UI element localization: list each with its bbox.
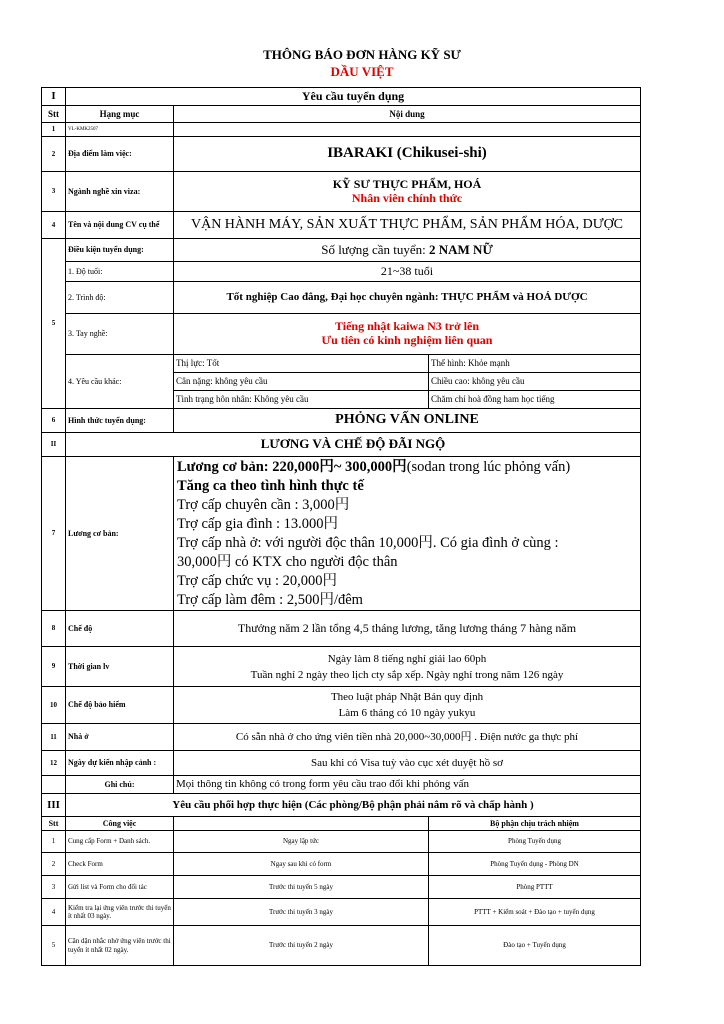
salary-line: Trợ cấp chức vụ : 20,000円: [177, 572, 337, 589]
row-label: Chế độ bảo hiểm: [66, 687, 174, 724]
column-header-row: [42, 106, 641, 123]
salary-line: Trợ cấp nhà ở: với người độc thân 10,000円. Có gia đình ở cùng :: [177, 534, 559, 551]
order-table: [41, 87, 641, 966]
row-stt: 7: [42, 457, 66, 611]
task-dept: PTTT + Kiểm soát + Đào tạo + tuyển dụng: [429, 899, 641, 926]
salary-line: Trợ cấp làm đêm : 2,500円/đêm: [177, 591, 363, 608]
table-row: [42, 355, 641, 373]
row-label: 1. Độ tuổi:: [66, 262, 174, 282]
table-row: [42, 262, 641, 282]
task-name: Check Form: [66, 853, 174, 876]
row-label: Hình thức tuyển dụng:: [66, 409, 174, 433]
task-time: Trước thi tuyển 5 ngày: [174, 876, 429, 899]
salary-line: Trợ cấp gia đình : 13.000円: [177, 515, 338, 532]
task-row: [42, 853, 641, 876]
table-row: [42, 776, 641, 794]
task-stt: 2: [42, 853, 66, 876]
section-number: III: [42, 794, 66, 817]
row-stt: 9: [42, 647, 66, 687]
other-requirement: Chiều cao: không yêu cầu: [429, 373, 641, 391]
entry-date-value: Sau khi có Visa tuỳ vào cục xét duyệt hồ sơ: [174, 751, 641, 776]
col-dept: Bộ phận chịu trách nhiệm: [429, 817, 641, 831]
task-dept: Đào tạo + Tuyển dụng: [429, 926, 641, 966]
salary-base: [177, 458, 638, 477]
document-subtitle: DẦU VIỆT: [330, 64, 394, 79]
document-title: THÔNG BÁO ĐƠN HÀNG KỸ SƯ: [263, 47, 461, 62]
row-stt: 12: [42, 751, 66, 776]
other-requirement: Tình trạng hôn nhân: Không yêu cầu: [174, 391, 429, 409]
task-stt: 4: [42, 899, 66, 926]
row-label: Ngành nghề xin viza:: [66, 172, 174, 212]
employment-type: Nhân viên chính thức: [351, 190, 463, 205]
task-time: Trước thi tuyển 2 ngày: [174, 926, 429, 966]
other-requirement: Thị lực: Tốt: [174, 355, 429, 373]
task-row: [42, 926, 641, 966]
working-time: [174, 647, 641, 687]
salary-base-amount: Lương cơ bản: 220,000円~ 300,000円: [177, 458, 407, 475]
recruit-count: [174, 239, 641, 262]
row-label: Tên và nội dung CV cụ thể: [66, 212, 174, 239]
note-label: Ghi chú:: [66, 776, 174, 794]
task-row: [42, 899, 641, 926]
skill-line: Ưu tiên có kinh nghiệm liên quan: [321, 333, 493, 347]
task-name: Gửi list và Form cho đối tác: [66, 876, 174, 899]
task-time: Ngay sau khi có form: [174, 853, 429, 876]
section-title: Yêu cầu phối hợp thực hiện (Các phòng/Bộ phận phải nắm rõ và chấp hành ): [66, 794, 641, 817]
row-label: Chế độ: [66, 611, 174, 647]
row-label: Nhà ở: [66, 724, 174, 751]
task-dept: Phòng Tuyển dụng - Phòng DN: [429, 853, 641, 876]
row-label: 4. Yêu cầu khác:: [66, 355, 174, 409]
visa-field-line: KỸ SƯ THỰC PHẨM, HOÁ: [332, 176, 482, 191]
row-label: 3. Tay nghề:: [66, 314, 174, 355]
job-description: VẬN HÀNH MÁY, SẢN XUẤT THỰC PHẨM, SẢN PHẨM HÓA, DƯỢC: [174, 212, 641, 239]
task-stt: 1: [42, 831, 66, 853]
benefits-value: Thưởng năm 2 lần tổng 4,5 tháng lương, tăng lương tháng 7 hàng năm: [174, 611, 641, 647]
empty-cell: [174, 817, 429, 831]
working-time-line: Tuần nghỉ 2 ngày theo lịch cty sắp xếp. Ngày nghỉ trong năm 126 ngày: [250, 668, 564, 681]
table-row: [42, 212, 641, 239]
recruitment-form: PHỎNG VẤN ONLINE: [174, 409, 641, 433]
task-dept: Phòng PTTT: [429, 876, 641, 899]
section-number: II: [42, 433, 66, 457]
task-name: Căn dặn nhắc nhở ứng viên trước thi tuyển ít nhất 02 ngày.: [66, 926, 174, 966]
table-row: [42, 282, 641, 314]
table-row: [42, 751, 641, 776]
empty-cell: [174, 123, 641, 137]
column-header-row: [42, 817, 641, 831]
table-row: [42, 647, 641, 687]
section-3-header: [42, 794, 641, 817]
section-number: I: [42, 88, 66, 106]
other-requirement: Cân nặng: không yêu cầu: [174, 373, 429, 391]
table-row: [42, 457, 641, 611]
empty-cell: [42, 776, 66, 794]
row-stt: 6: [42, 409, 66, 433]
table-row: [42, 409, 641, 433]
table-row: [42, 123, 641, 137]
table-row: [42, 137, 641, 172]
section-2-header: [42, 433, 641, 457]
workplace-value: IBARAKI (Chikusei-shi): [174, 137, 641, 172]
col-stt: Stt: [42, 817, 66, 831]
col-content: Nội dung: [174, 106, 641, 123]
task-time: Trước thi tuyển 3 ngày: [174, 899, 429, 926]
row-label: Ngày dự kiến nhập cảnh :: [66, 751, 174, 776]
task-stt: 5: [42, 926, 66, 966]
section-title: LƯƠNG VÀ CHẾ ĐỘ ĐÃI NGỘ: [66, 433, 641, 457]
row-stt: 4: [42, 212, 66, 239]
recruit-count-value: 2 NAM NỮ: [429, 241, 493, 257]
housing-value: Có sẵn nhà ở cho ứng viên tiền nhà 20,000~30,000円 . Điện nước ga thực phí: [174, 724, 641, 751]
table-row: [42, 724, 641, 751]
table-row: [42, 314, 641, 355]
row-stt: 1: [42, 123, 66, 137]
row-stt: 2: [42, 137, 66, 172]
skill-value: [174, 314, 641, 355]
col-stt: Stt: [42, 106, 66, 123]
salary-line: Trợ cấp chuyên cần : 3,000円: [177, 496, 350, 513]
salary-details: [174, 457, 641, 611]
row-label: Thời gian lv: [66, 647, 174, 687]
task-dept: Phòng Tuyển dụng: [429, 831, 641, 853]
task-stt: 3: [42, 876, 66, 899]
working-time-line: Ngày làm 8 tiếng nghỉ giải lao 60ph: [327, 652, 487, 665]
row-label: 2. Trình độ:: [66, 282, 174, 314]
task-name: Kiểm tra lại ứng viên trước thi tuyển ít nhất 03 ngày.: [66, 899, 174, 926]
insurance-value: [174, 687, 641, 724]
insurance-line: Làm 6 tháng có 10 ngày yukyu: [338, 707, 476, 719]
row-stt: 8: [42, 611, 66, 647]
task-row: [42, 876, 641, 899]
section-1-header: [42, 88, 641, 106]
note-value: Mọi thông tin không có trong form yêu cầu trao đổi khi phỏng vấn: [174, 776, 641, 794]
table-row: [42, 611, 641, 647]
age-value: 21~38 tuổi: [174, 262, 641, 282]
col-item: Hạng mục: [66, 106, 174, 123]
order-code: VL-KMK2507: [66, 123, 174, 137]
insurance-line: Theo luật pháp Nhật Bản quy định: [330, 691, 484, 703]
table-row: [42, 239, 641, 262]
row-stt: 5: [42, 239, 66, 409]
salary-line: Tăng ca theo tình hình thực tế: [177, 477, 364, 494]
row-label: Lương cơ bản:: [66, 457, 174, 611]
row-label: Điều kiện tuyển dụng:: [66, 239, 174, 262]
col-task: Công việc: [66, 817, 174, 831]
skill-line: Tiếng nhật kaiwa N3 trở lên: [334, 319, 480, 334]
recruit-count-prefix: Số lượng cần tuyển:: [321, 241, 430, 257]
education-value: Tốt nghiệp Cao đẳng, Đại học chuyên ngành: THỰC PHẨM và HOÁ DƯỢC: [174, 282, 641, 314]
visa-field: [174, 172, 641, 212]
row-stt: 3: [42, 172, 66, 212]
table-row: [42, 687, 641, 724]
table-row: [42, 172, 641, 212]
other-requirement: Thể hình: Khỏe mạnh: [429, 355, 641, 373]
row-stt: 11: [42, 724, 66, 751]
salary-base-note: (sodan trong lúc phỏng vấn): [406, 458, 571, 475]
task-row: [42, 831, 641, 853]
section-title: Yêu cầu tuyển dụng: [66, 88, 641, 106]
task-time: Ngay lập tức: [174, 831, 429, 853]
row-label: Địa điểm làm việc:: [66, 137, 174, 172]
task-name: Cung cấp Form + Danh sách.: [66, 831, 174, 853]
salary-line: 30,000円 có KTX cho người độc thân: [177, 553, 398, 570]
row-stt: 10: [42, 687, 66, 724]
other-requirement: Chăm chỉ hoà đồng ham học tiếng: [429, 391, 641, 409]
